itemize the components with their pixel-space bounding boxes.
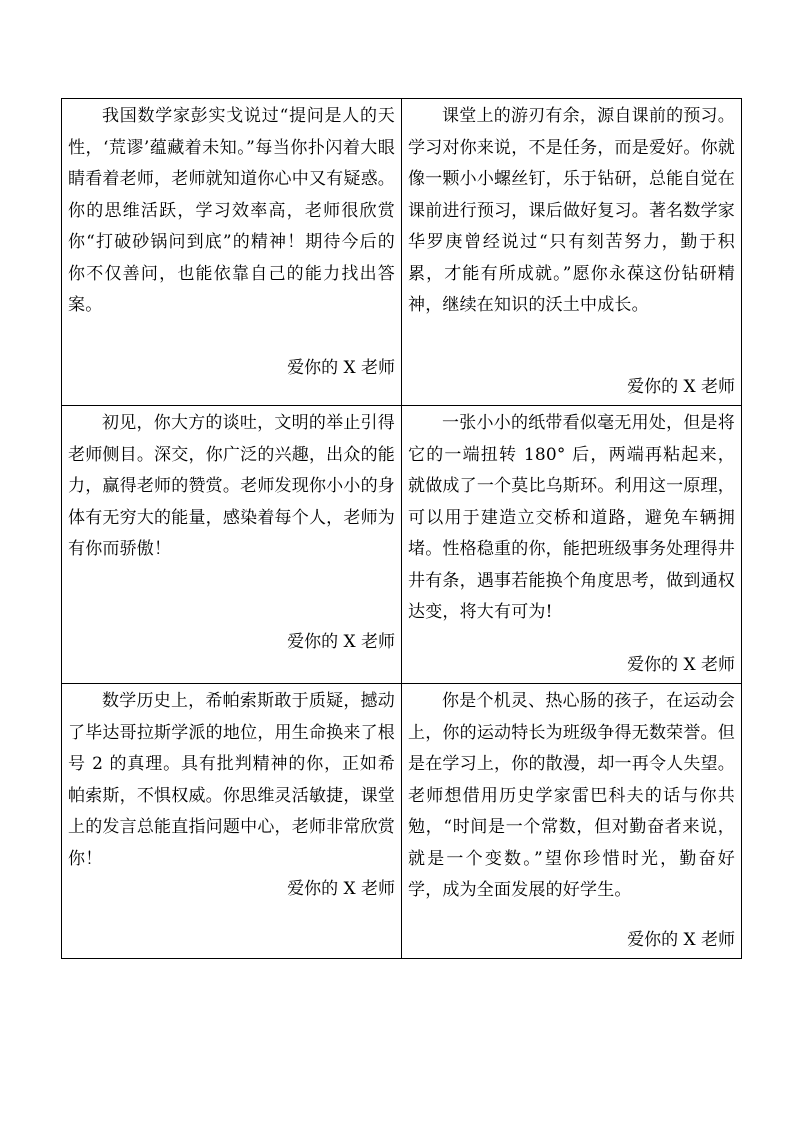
comment-cell (62, 406, 402, 684)
comment-signature: 爱你的 X 老师 (627, 376, 735, 397)
comment-cell (62, 99, 402, 406)
table-row (62, 99, 742, 406)
comment-text: 我国数学家彭实戈说过“提问是人的天性，‘荒谬’蕴藏着未知。”每当你扑闪着大眼睛看着老师，老师就知道你心中又有疑惑。你的思维活跃，学习效率高，老师很欣赏你“打破砂锅问到底”的精神！期待今后的你不仅善问，也能依靠自己的能力找出答案。 (68, 106, 395, 315)
comment-text: 课堂上的游刃有余，源自课前的预习。学习对你来说，不是任务，而是爱好。你就像一颗小小螺丝钉，乐于钻研，总能自觉在课前进行预习，课后做好复习。著名数学家华罗庚曾经说过“只有刻苦努力，勤于积累，才能有所成就。”愿你永葆这份钻研精神，继续在知识的沃土中成长。 (408, 106, 735, 315)
table-row (62, 406, 742, 684)
comment-signature: 爱你的 X 老师 (287, 632, 395, 652)
comment-signature: 爱你的 X 老师 (627, 654, 735, 675)
comment-signature: 爱你的 X 老师 (287, 879, 395, 899)
comment-signature: 爱你的 X 老师 (627, 929, 735, 950)
comment-cell (402, 684, 742, 959)
comment-text: 一张小小的纸带看似毫无用处，但是将它的一端扭转 180° 后，两端再粘起来，就做成了一个莫比乌斯环。利用这一原理，可以用于建造立交桥和道路，避免车辆拥堵。性格稳重的你，能把班级事务处理得井井有条，遇事若能换个角度思考，做到通权达变，将大有可为! (408, 413, 735, 622)
comment-text: 数学历史上，希帕索斯敢于质疑，撼动了毕达哥拉斯学派的地位，用生命换来了根号 2 的真理。具有批判精神的你，正如希帕索斯，不惧权威。你思维灵活敏捷，课堂上的发言总能直指问题中心，老师非常欣赏你！ (68, 691, 395, 869)
comment-signature: 爱你的 X 老师 (287, 358, 395, 378)
comment-cell (402, 406, 742, 684)
comment-text: 初见，你大方的谈吐，文明的举止引得老师侧目。深交，你广泛的兴趣，出众的能力，赢得老师的赞赏。老师发现你小小的身体有无穷大的能量，感染着每个人，老师为有你而骄傲！ (68, 413, 395, 559)
comment-cell (402, 99, 742, 406)
table-row (62, 684, 742, 959)
comments-table (61, 98, 742, 959)
comment-cell (62, 684, 402, 959)
comment-text: 你是个机灵、热心肠的孩子，在运动会上，你的运动特长为班级争得无数荣誉。但是在学习上，你的散漫，却一再令人失望。老师想借用历史学家雷巴科夫的话与你共勉，“时间是一个常数，但对勤奋者来说，就是一个变数。”望你珍惜时光，勤奋好学，成为全面发展的好学生。 (408, 691, 735, 900)
